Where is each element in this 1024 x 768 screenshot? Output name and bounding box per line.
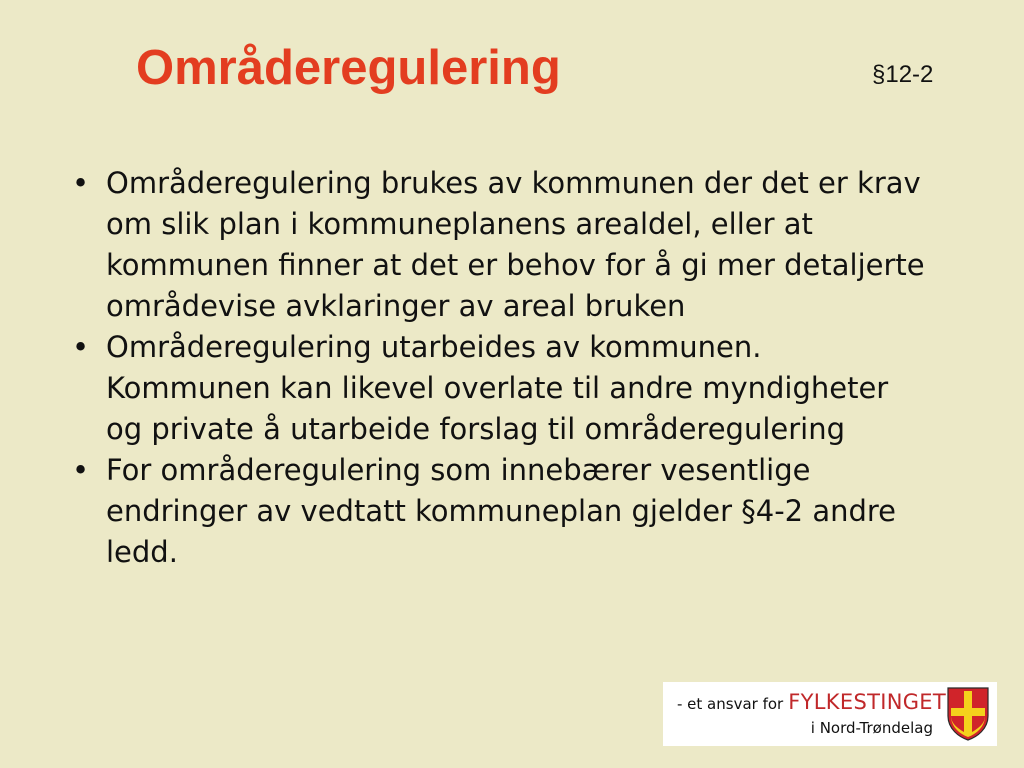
slide-title: Områderegulering	[136, 41, 561, 95]
bullet-marker: •	[72, 330, 90, 364]
bullet-list	[70, 163, 930, 573]
bullet-item	[70, 163, 930, 327]
logo-brand: FYLKESTINGET	[788, 690, 946, 714]
logo-line-1	[677, 688, 946, 718]
logo-prefix: - et ansvar for	[677, 695, 784, 713]
logo-text	[677, 688, 946, 738]
bullet-text: For områderegulering som innebærer vesentlige endringer av vedtatt kommuneplan gjelder §4-2 andre ledd.	[106, 453, 897, 569]
bullet-marker: •	[72, 166, 90, 200]
logo-subline: i Nord-Trøndelag	[810, 719, 933, 737]
section-reference: §12-2	[872, 61, 934, 88]
fylkestinget-logo	[663, 682, 997, 746]
coat-of-arms-shield-icon	[946, 686, 990, 742]
bullet-marker: •	[72, 453, 90, 487]
bullet-item	[70, 327, 930, 450]
bullet-item	[70, 450, 930, 573]
bullet-text: Områderegulering utarbeides av kommunen. Kommunen kan likevel overlate til andre myndigheter og private å utarbeide forslag til områderegulering	[106, 330, 889, 446]
bullet-text: Områderegulering brukes av kommunen der det er krav om slik plan i kommuneplanens arealdel, eller at kommunen finner at det er behov for å gi mer detaljerte områdevise avklaringer av areal bruken	[106, 166, 925, 323]
